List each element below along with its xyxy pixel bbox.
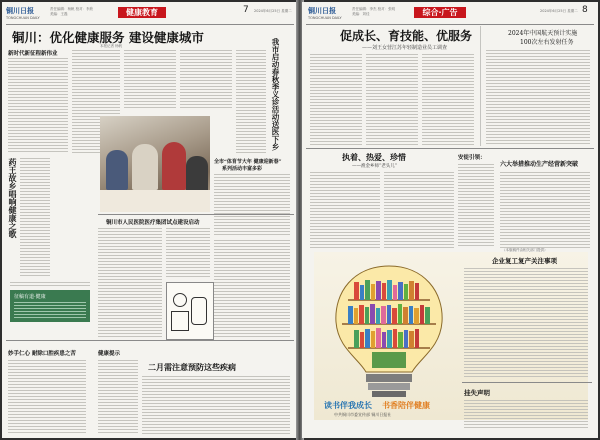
- green-banner-above: [10, 282, 90, 288]
- newspaper-logo-sub: TONGCHUAN DAILY: [6, 16, 40, 20]
- left-col-green-text: [20, 158, 50, 278]
- right-page-number: 8: [582, 5, 588, 15]
- right-mid-rule: [306, 148, 594, 149]
- mid-col3-text: [458, 164, 494, 248]
- photo-person-2: [132, 144, 158, 190]
- left-story1-title: 新时代新征程新伟业: [8, 51, 58, 57]
- right-main-sub: ——刘王女营江苏年轻制造业员工调查: [362, 45, 448, 51]
- ad-slogan-1: 读书伴我成长: [324, 401, 372, 410]
- bulb-base-2: [368, 383, 410, 390]
- comic-figure-head: [173, 293, 187, 307]
- left-main-photo: [100, 116, 210, 212]
- right-header-line-1: 责任编辑：李杰 校对：张明: [352, 7, 396, 11]
- left-header-editor: [50, 7, 93, 16]
- bottom-col1-title: 妙手仁心 耐除口腔疾患之苦: [8, 351, 76, 357]
- right-top-title-2: 100次左右发射任务: [520, 39, 574, 46]
- photo-person-3: [162, 142, 186, 190]
- photo-person-1: [106, 150, 128, 190]
- mid-col2-text: [384, 172, 454, 248]
- statement-title: 挂失声明: [464, 389, 490, 397]
- notice-text: [464, 268, 588, 378]
- mid-title: 执着、热爱、珍惜: [342, 152, 406, 162]
- ad-footer: 中共铜川市委宣传部 铜川日报社: [334, 412, 392, 417]
- right-newspaper-page: [302, 2, 598, 438]
- bottom-col2-text: [98, 360, 138, 434]
- health-caption-sub: 系列活动丰富多彩: [222, 166, 263, 172]
- hospital-title: 铜川市人民医院医疗集团试点建设启动: [106, 220, 200, 226]
- left-masthead: [6, 6, 40, 22]
- left-page-number: 7: [243, 5, 249, 15]
- comic-figure-body: [191, 297, 207, 325]
- left-header-line-2: 美编：王磊: [50, 11, 68, 16]
- bottom-main-title: 二月需注意预防这些疾病: [148, 362, 236, 372]
- left-col1-text: [8, 58, 68, 154]
- right-top-title-1: 2024年中国航天预计实施: [508, 30, 578, 37]
- ad-lightbulb-illustration: [314, 252, 464, 420]
- right-date: 2024年6月25日 星期二: [540, 9, 578, 13]
- green-banner: [10, 290, 90, 322]
- mid-sub: ——渔金乡师“老头儿”: [352, 164, 398, 169]
- left-header-rule: [6, 24, 294, 25]
- bottom-main-text: [142, 376, 290, 434]
- mid-col1-text: [310, 172, 380, 248]
- right-section-title: 综合·广告: [414, 7, 466, 18]
- hospital-text-3: [214, 240, 290, 338]
- notice-title: 企业复工复产关注事项: [492, 257, 557, 265]
- left-section-title: 健康教育: [118, 7, 166, 18]
- left-date: 2024年6月25日 星期二: [254, 9, 292, 13]
- left-byline: 本报记者 杨帆: [100, 44, 123, 48]
- newspaper-logo: 铜川日报: [6, 7, 34, 15]
- left-main-headline: 铜川：优化健康服务 建设健康城市: [12, 30, 204, 45]
- right-col3-text: [422, 54, 474, 146]
- right-header-rule: [306, 24, 594, 25]
- left-vertical-headline-2: 我市启动春秋季义诊活动送医下乡: [271, 38, 280, 151]
- health-caption-text: [214, 174, 290, 236]
- right-bottom-note: （本版稿件由相关部门提供）: [502, 248, 548, 252]
- hospital-rule: [98, 214, 294, 215]
- ad-slogan-2: 书香陪伴健康: [382, 401, 430, 410]
- right-main-headline: 促成长、育技能、优服务: [340, 29, 473, 43]
- right-top-text: [486, 50, 590, 146]
- right-col1-text: [310, 54, 362, 146]
- photo-person-4: [186, 156, 208, 192]
- left-col5-text: [236, 50, 266, 154]
- photo-table: [100, 190, 210, 212]
- green-banner-lines: [14, 302, 86, 318]
- side-title: 六大举措推动生产经营新突破: [500, 161, 579, 168]
- side-text: [500, 172, 590, 248]
- right-top-colrule: [480, 26, 481, 146]
- hospital-text-2: [166, 228, 210, 278]
- right-col2-text: [366, 54, 418, 146]
- health-comic: [166, 282, 214, 340]
- right-header-line-2: 美编：刘佳: [352, 11, 370, 16]
- bulb-base-3: [372, 391, 406, 397]
- statement-text: [464, 400, 588, 430]
- left-bottom-rule: [6, 340, 294, 341]
- left-vertical-headline-1: 药王故乡唱响健康之歌: [8, 158, 18, 238]
- health-caption-title: 全市“体育节大年 健康迎新春”: [214, 159, 282, 165]
- bottom-col2-title: 健康提示: [98, 351, 121, 357]
- comic-figure-2: [171, 311, 189, 331]
- left-newspaper-page: [2, 2, 298, 438]
- notice-rule: [462, 382, 592, 383]
- right-masthead: [308, 6, 342, 22]
- right-newspaper-logo-sub: TONGCHUAN DAILY: [308, 16, 342, 20]
- left-header-line-1: 责任编辑：杨帆 校对：李欣: [50, 7, 94, 11]
- green-banner-title: 征稿有道·健康: [14, 294, 46, 300]
- bulb-base-1: [366, 374, 412, 382]
- left-col4-text: [180, 50, 232, 110]
- mid-right-title: 安徒引领：: [458, 155, 486, 161]
- left-col3-text: [124, 50, 176, 110]
- right-header-editor: [352, 7, 395, 16]
- bottom-col1-text: [8, 360, 86, 434]
- hospital-text-1: [98, 228, 162, 338]
- right-newspaper-logo: 铜川日报: [308, 7, 336, 15]
